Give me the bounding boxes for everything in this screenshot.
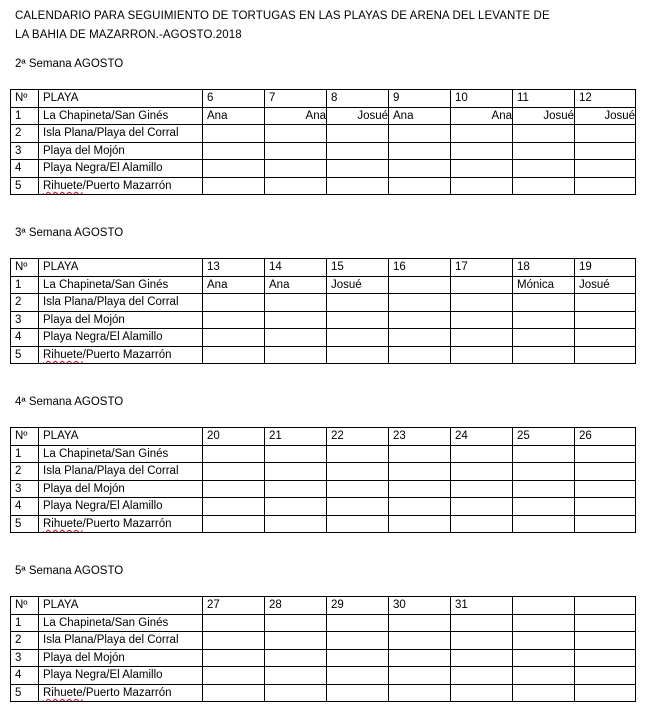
volunteer-cell	[389, 177, 451, 195]
day-header: 7	[265, 90, 327, 108]
week-table	[10, 89, 636, 195]
row-number: 1	[11, 445, 39, 463]
volunteer-cell	[389, 311, 451, 329]
day-header: 31	[451, 597, 513, 615]
table-row	[11, 480, 636, 498]
volunteer-cell	[389, 445, 451, 463]
beach-name-rest: Playa Negra/El Alamillo	[43, 669, 163, 682]
volunteer-cell	[327, 498, 389, 516]
day-header	[513, 597, 575, 615]
volunteer-cell	[327, 177, 389, 195]
volunteer-cell	[451, 463, 513, 481]
volunteer-cell	[513, 463, 575, 481]
table-row	[11, 311, 636, 329]
volunteer-cell	[327, 311, 389, 329]
beach-name-rest: Playa Negra/El Alamillo	[43, 500, 163, 513]
table-row	[11, 463, 636, 481]
beach-name	[39, 632, 203, 650]
beach-name	[39, 177, 203, 195]
table-header-row	[11, 90, 636, 108]
table-row	[11, 142, 636, 160]
day-header: 6	[203, 90, 265, 108]
volunteer-cell	[513, 125, 575, 143]
volunteer-cell	[265, 160, 327, 178]
beach-name-rest: La Chapineta/San Ginés	[43, 109, 169, 122]
volunteer-cell	[327, 445, 389, 463]
volunteer-cell	[389, 346, 451, 364]
table-header-row	[11, 428, 636, 446]
table-row	[11, 667, 636, 685]
beach-name	[39, 294, 203, 312]
beach-name	[39, 311, 203, 329]
beach-name	[39, 329, 203, 347]
day-header: 12	[575, 90, 636, 108]
beach-name	[39, 480, 203, 498]
volunteer-cell	[203, 480, 265, 498]
beach-name	[39, 125, 203, 143]
volunteer-cell	[575, 498, 636, 516]
volunteer-cell	[327, 649, 389, 667]
beach-name-rest: Isla Plana/Playa del Corral	[43, 296, 179, 309]
volunteer-cell	[451, 480, 513, 498]
day-header: 19	[575, 259, 636, 277]
header-number: Nº	[11, 597, 39, 615]
volunteer-cell	[575, 515, 636, 533]
table-row	[11, 177, 636, 195]
row-number: 4	[11, 667, 39, 685]
row-number: 3	[11, 311, 39, 329]
beach-name	[39, 667, 203, 685]
volunteer-cell	[575, 614, 636, 632]
volunteer-cell	[327, 614, 389, 632]
volunteer-cell	[513, 614, 575, 632]
beach-name-part: Rihuete	[43, 348, 83, 361]
volunteer-cell	[327, 160, 389, 178]
day-header: 11	[513, 90, 575, 108]
volunteer-cell	[575, 463, 636, 481]
day-header: 16	[389, 259, 451, 277]
beach-name	[39, 107, 203, 125]
header-number: Nº	[11, 428, 39, 446]
beach-name-rest: /Puerto Mazarrón	[82, 348, 172, 361]
volunteer-cell	[265, 445, 327, 463]
volunteer-cell	[513, 160, 575, 178]
table-row	[11, 498, 636, 516]
volunteer-cell	[575, 684, 636, 702]
volunteer-cell: Josué	[327, 276, 389, 294]
volunteer-cell	[265, 480, 327, 498]
volunteer-cell	[265, 125, 327, 143]
volunteer-cell	[575, 632, 636, 650]
week-label: 5ª Semana AGOSTO	[15, 565, 124, 577]
row-number: 1	[11, 276, 39, 294]
volunteer-cell	[575, 125, 636, 143]
volunteer-cell	[203, 498, 265, 516]
day-header: 29	[327, 597, 389, 615]
volunteer-cell	[389, 463, 451, 481]
volunteer-cell	[451, 276, 513, 294]
volunteer-cell	[513, 142, 575, 160]
volunteer-cell	[451, 294, 513, 312]
volunteer-cell	[265, 498, 327, 516]
volunteer-cell	[575, 346, 636, 364]
beach-name	[39, 515, 203, 533]
beach-name	[39, 614, 203, 632]
volunteer-cell	[203, 125, 265, 143]
volunteer-cell	[513, 329, 575, 347]
volunteer-cell	[203, 649, 265, 667]
table-row	[11, 515, 636, 533]
volunteer-cell: Mónica	[513, 276, 575, 294]
volunteer-cell	[451, 142, 513, 160]
table-row	[11, 294, 636, 312]
day-header: 10	[451, 90, 513, 108]
row-number: 3	[11, 649, 39, 667]
day-header: 24	[451, 428, 513, 446]
volunteer-cell: Ana	[389, 107, 451, 125]
volunteer-cell	[389, 684, 451, 702]
beach-name-rest: La Chapineta/San Ginés	[43, 278, 169, 291]
volunteer-cell	[389, 614, 451, 632]
volunteer-cell	[451, 160, 513, 178]
beach-name	[39, 463, 203, 481]
table-row	[11, 445, 636, 463]
volunteer-cell	[203, 294, 265, 312]
day-header: 23	[389, 428, 451, 446]
day-header: 26	[575, 428, 636, 446]
day-header: 20	[203, 428, 265, 446]
volunteer-cell	[265, 329, 327, 347]
day-header: 8	[327, 90, 389, 108]
row-number: 4	[11, 498, 39, 516]
table-row	[11, 632, 636, 650]
table-row	[11, 649, 636, 667]
beach-name-part: Rihuete	[43, 179, 83, 192]
volunteer-cell	[451, 329, 513, 347]
volunteer-cell	[513, 294, 575, 312]
beach-name	[39, 445, 203, 463]
beach-name-rest: La Chapineta/San Ginés	[43, 616, 169, 629]
volunteer-cell	[265, 346, 327, 364]
header-number: Nº	[11, 259, 39, 277]
volunteer-cell	[203, 632, 265, 650]
beach-name-rest: Playa del Mojón	[43, 144, 125, 157]
volunteer-cell	[513, 445, 575, 463]
row-number: 2	[11, 125, 39, 143]
beach-name-rest: Playa Negra/El Alamillo	[43, 162, 163, 175]
beach-name	[39, 160, 203, 178]
row-number: 2	[11, 294, 39, 312]
volunteer-cell	[513, 515, 575, 533]
day-header: 14	[265, 259, 327, 277]
volunteer-cell: Josué	[327, 107, 389, 125]
volunteer-cell	[389, 294, 451, 312]
volunteer-cell	[265, 632, 327, 650]
volunteer-cell	[513, 346, 575, 364]
volunteer-cell	[575, 480, 636, 498]
row-number: 4	[11, 160, 39, 178]
volunteer-cell	[327, 480, 389, 498]
volunteer-cell	[203, 311, 265, 329]
volunteer-cell	[575, 142, 636, 160]
table-row	[11, 684, 636, 702]
volunteer-cell	[203, 177, 265, 195]
volunteer-cell	[575, 667, 636, 685]
volunteer-cell: Ana	[203, 276, 265, 294]
volunteer-cell	[389, 329, 451, 347]
row-number: 5	[11, 346, 39, 364]
volunteer-cell	[203, 445, 265, 463]
beach-name	[39, 649, 203, 667]
day-header	[575, 597, 636, 615]
beach-name	[39, 142, 203, 160]
volunteer-cell	[327, 142, 389, 160]
day-header: 30	[389, 597, 451, 615]
header-number: Nº	[11, 90, 39, 108]
volunteer-cell	[575, 294, 636, 312]
volunteer-cell	[451, 649, 513, 667]
row-number: 4	[11, 329, 39, 347]
volunteer-cell	[265, 649, 327, 667]
beach-name	[39, 346, 203, 364]
week-table	[10, 427, 636, 533]
beach-name	[39, 276, 203, 294]
volunteer-cell	[265, 515, 327, 533]
row-number: 1	[11, 614, 39, 632]
row-number: 5	[11, 684, 39, 702]
volunteer-cell	[327, 125, 389, 143]
day-header: 25	[513, 428, 575, 446]
volunteer-cell	[265, 177, 327, 195]
beach-name-rest: Isla Plana/Playa del Corral	[43, 465, 179, 478]
row-number: 2	[11, 632, 39, 650]
header-beach: PLAYA	[39, 597, 203, 615]
table-header-row	[11, 259, 636, 277]
volunteer-cell	[513, 177, 575, 195]
volunteer-cell	[389, 480, 451, 498]
row-number: 3	[11, 142, 39, 160]
day-header: 13	[203, 259, 265, 277]
volunteer-cell	[451, 632, 513, 650]
volunteer-cell: Ana	[451, 107, 513, 125]
volunteer-cell	[265, 294, 327, 312]
volunteer-cell	[451, 346, 513, 364]
volunteer-cell	[203, 515, 265, 533]
volunteer-cell	[513, 649, 575, 667]
beach-name-rest: Playa del Mojón	[43, 482, 125, 495]
week-label: 2ª Semana AGOSTO	[15, 58, 124, 70]
day-header: 15	[327, 259, 389, 277]
title-line-1: CALENDARIO PARA SEGUIMIENTO DE TORTUGAS EN LAS PLAYAS DE ARENA DEL LEVANTE DE	[15, 10, 550, 22]
row-number: 3	[11, 480, 39, 498]
beach-name-rest: Isla Plana/Playa del Corral	[43, 634, 179, 647]
volunteer-cell	[451, 515, 513, 533]
table-row	[11, 107, 636, 125]
volunteer-cell	[265, 463, 327, 481]
header-beach: PLAYA	[39, 428, 203, 446]
day-header: 28	[265, 597, 327, 615]
volunteer-cell: Josué	[513, 107, 575, 125]
volunteer-cell	[389, 515, 451, 533]
volunteer-cell	[513, 480, 575, 498]
row-number: 5	[11, 177, 39, 195]
volunteer-cell	[513, 684, 575, 702]
table-row	[11, 276, 636, 294]
volunteer-cell	[451, 177, 513, 195]
volunteer-cell	[513, 498, 575, 516]
volunteer-cell	[575, 445, 636, 463]
volunteer-cell	[203, 329, 265, 347]
beach-name-rest: Playa Negra/El Alamillo	[43, 331, 163, 344]
volunteer-cell	[265, 667, 327, 685]
table-row	[11, 125, 636, 143]
header-beach: PLAYA	[39, 259, 203, 277]
volunteer-cell	[203, 346, 265, 364]
table-row	[11, 329, 636, 347]
table-row	[11, 160, 636, 178]
volunteer-cell	[575, 160, 636, 178]
row-number: 5	[11, 515, 39, 533]
day-header: 9	[389, 90, 451, 108]
volunteer-cell: Josué	[575, 276, 636, 294]
volunteer-cell: Ana	[265, 107, 327, 125]
volunteer-cell	[327, 667, 389, 685]
volunteer-cell	[265, 142, 327, 160]
title-line-2: LA BAHIA DE MAZARRON.-AGOSTO.2018	[15, 29, 242, 41]
volunteer-cell	[327, 463, 389, 481]
volunteer-cell	[327, 684, 389, 702]
beach-name-rest: /Puerto Mazarrón	[82, 686, 172, 699]
beach-name-rest: La Chapineta/San Ginés	[43, 447, 169, 460]
volunteer-cell	[451, 311, 513, 329]
volunteer-cell	[265, 614, 327, 632]
beach-name-rest: Playa del Mojón	[43, 313, 125, 326]
document-title	[15, 7, 550, 45]
volunteer-cell	[327, 632, 389, 650]
row-number: 2	[11, 463, 39, 481]
beach-name	[39, 498, 203, 516]
volunteer-cell	[203, 160, 265, 178]
beach-name-part: Rihuete	[43, 517, 83, 530]
day-header: 18	[513, 259, 575, 277]
volunteer-cell	[389, 632, 451, 650]
day-header: 27	[203, 597, 265, 615]
volunteer-cell	[389, 667, 451, 685]
volunteer-cell: Josué	[575, 107, 636, 125]
week-table	[10, 258, 636, 364]
beach-name	[39, 684, 203, 702]
volunteer-cell	[513, 632, 575, 650]
volunteer-cell	[389, 276, 451, 294]
volunteer-cell: Ana	[203, 107, 265, 125]
volunteer-cell	[513, 667, 575, 685]
volunteer-cell	[451, 614, 513, 632]
volunteer-cell	[451, 125, 513, 143]
volunteer-cell: Ana	[265, 276, 327, 294]
volunteer-cell	[575, 311, 636, 329]
volunteer-cell	[389, 160, 451, 178]
volunteer-cell	[575, 649, 636, 667]
volunteer-cell	[451, 498, 513, 516]
volunteer-cell	[203, 684, 265, 702]
volunteer-cell	[451, 445, 513, 463]
volunteer-cell	[265, 311, 327, 329]
table-row	[11, 614, 636, 632]
beach-name-rest: Isla Plana/Playa del Corral	[43, 127, 179, 140]
volunteer-cell	[203, 667, 265, 685]
volunteer-cell	[389, 498, 451, 516]
volunteer-cell	[389, 649, 451, 667]
volunteer-cell	[451, 684, 513, 702]
week-label: 4ª Semana AGOSTO	[15, 396, 124, 408]
volunteer-cell	[203, 142, 265, 160]
beach-name-rest: /Puerto Mazarrón	[82, 517, 172, 530]
week-label: 3ª Semana AGOSTO	[15, 227, 124, 239]
beach-name-rest: Playa del Mojón	[43, 651, 125, 664]
day-header: 17	[451, 259, 513, 277]
beach-name-part: Rihuete	[43, 686, 83, 699]
volunteer-cell	[451, 667, 513, 685]
week-table	[10, 596, 636, 702]
volunteer-cell	[203, 614, 265, 632]
volunteer-cell	[389, 125, 451, 143]
volunteer-cell	[327, 294, 389, 312]
beach-name-rest: /Puerto Mazarrón	[82, 179, 172, 192]
table-row	[11, 346, 636, 364]
volunteer-cell	[575, 329, 636, 347]
volunteer-cell	[327, 515, 389, 533]
row-number: 1	[11, 107, 39, 125]
header-beach: PLAYA	[39, 90, 203, 108]
volunteer-cell	[265, 684, 327, 702]
volunteer-cell	[327, 329, 389, 347]
volunteer-cell	[389, 142, 451, 160]
day-header: 21	[265, 428, 327, 446]
volunteer-cell	[203, 463, 265, 481]
day-header: 22	[327, 428, 389, 446]
volunteer-cell	[327, 346, 389, 364]
volunteer-cell	[513, 311, 575, 329]
volunteer-cell	[575, 177, 636, 195]
table-header-row	[11, 597, 636, 615]
